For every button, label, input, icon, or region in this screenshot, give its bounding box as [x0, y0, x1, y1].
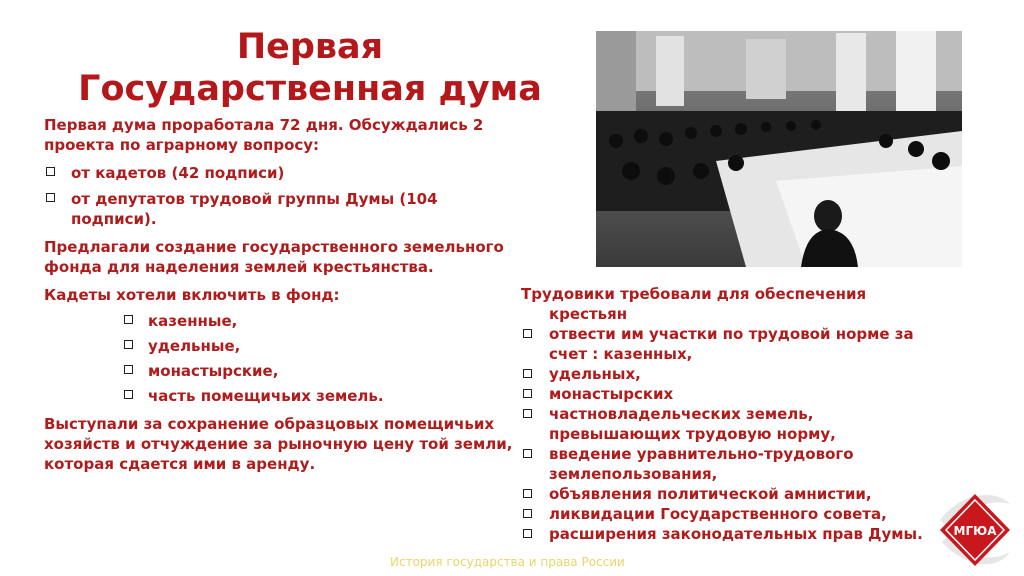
checkbox-bullet-icon	[46, 167, 55, 176]
mgua-logo	[936, 490, 1014, 570]
proposal-text: Предлагали создание государственного земельного фонда для наделения землей крестьянства.	[44, 238, 504, 276]
checkbox-bullet-icon	[124, 315, 133, 324]
checkbox-bullet-icon	[124, 340, 133, 349]
slide-title	[40, 26, 580, 110]
list-item: частновладельческих земель, превышающих трудовую норму,	[521, 404, 941, 444]
list-item: расширения законодательных прав Думы.	[521, 524, 941, 544]
intro-text: Первая дума проработала 72 дня. Обсуждались 2 проекта по аграрному вопросу:	[44, 116, 484, 154]
left-column	[44, 115, 514, 482]
cadets-intro: Кадеты хотели включить в фонд:	[44, 286, 340, 304]
cadets-list	[44, 311, 514, 406]
conclusion-text: Выступали за сохранение образцовых помещичьих хозяйств и отчуждение за рыночную цену той земли, которая сдается ими в аренду.	[44, 415, 513, 473]
duma-session-photo	[596, 31, 962, 267]
checkbox-bullet-icon	[46, 193, 55, 202]
checkbox-bullet-icon	[523, 409, 532, 418]
checkbox-bullet-icon	[523, 529, 532, 538]
checkbox-bullet-icon	[523, 489, 532, 498]
checkbox-bullet-icon	[124, 365, 133, 374]
checkbox-bullet-icon	[124, 390, 133, 399]
list-item: отвести им участки по трудовой норме за счет : казенных,	[521, 324, 941, 364]
trudoviki-intro: Трудовики требовали для обеспечения крестьян	[521, 285, 867, 323]
logo-text: МГЮА	[953, 524, 997, 538]
checkbox-bullet-icon	[523, 329, 532, 338]
list-item: введение уравнительно-трудового землепользования,	[521, 444, 941, 484]
list-item: часть помещичьих земель.	[44, 386, 514, 406]
right-column	[521, 284, 941, 544]
list-item: ликвидации Государственного совета,	[521, 504, 941, 524]
list-item: удельных,	[521, 364, 941, 384]
title-line-1: Первая	[236, 27, 384, 67]
list-item: монастырских	[521, 384, 941, 404]
list-item: от депутатов трудовой группы Думы (104 подписи).	[44, 189, 514, 229]
list-item: объявления политической амнистии,	[521, 484, 941, 504]
checkbox-bullet-icon	[523, 389, 532, 398]
footer-caption: История государства и права России	[390, 555, 625, 569]
trudoviki-list	[521, 324, 941, 544]
list-item: казенные,	[44, 311, 514, 331]
projects-list	[44, 163, 514, 229]
list-item: от кадетов (42 подписи)	[44, 163, 514, 183]
list-item: монастырские,	[44, 361, 514, 381]
checkbox-bullet-icon	[523, 509, 532, 518]
checkbox-bullet-icon	[523, 369, 532, 378]
checkbox-bullet-icon	[523, 449, 532, 458]
list-item: удельные,	[44, 336, 514, 356]
title-line-2: Государственная дума	[78, 69, 542, 109]
